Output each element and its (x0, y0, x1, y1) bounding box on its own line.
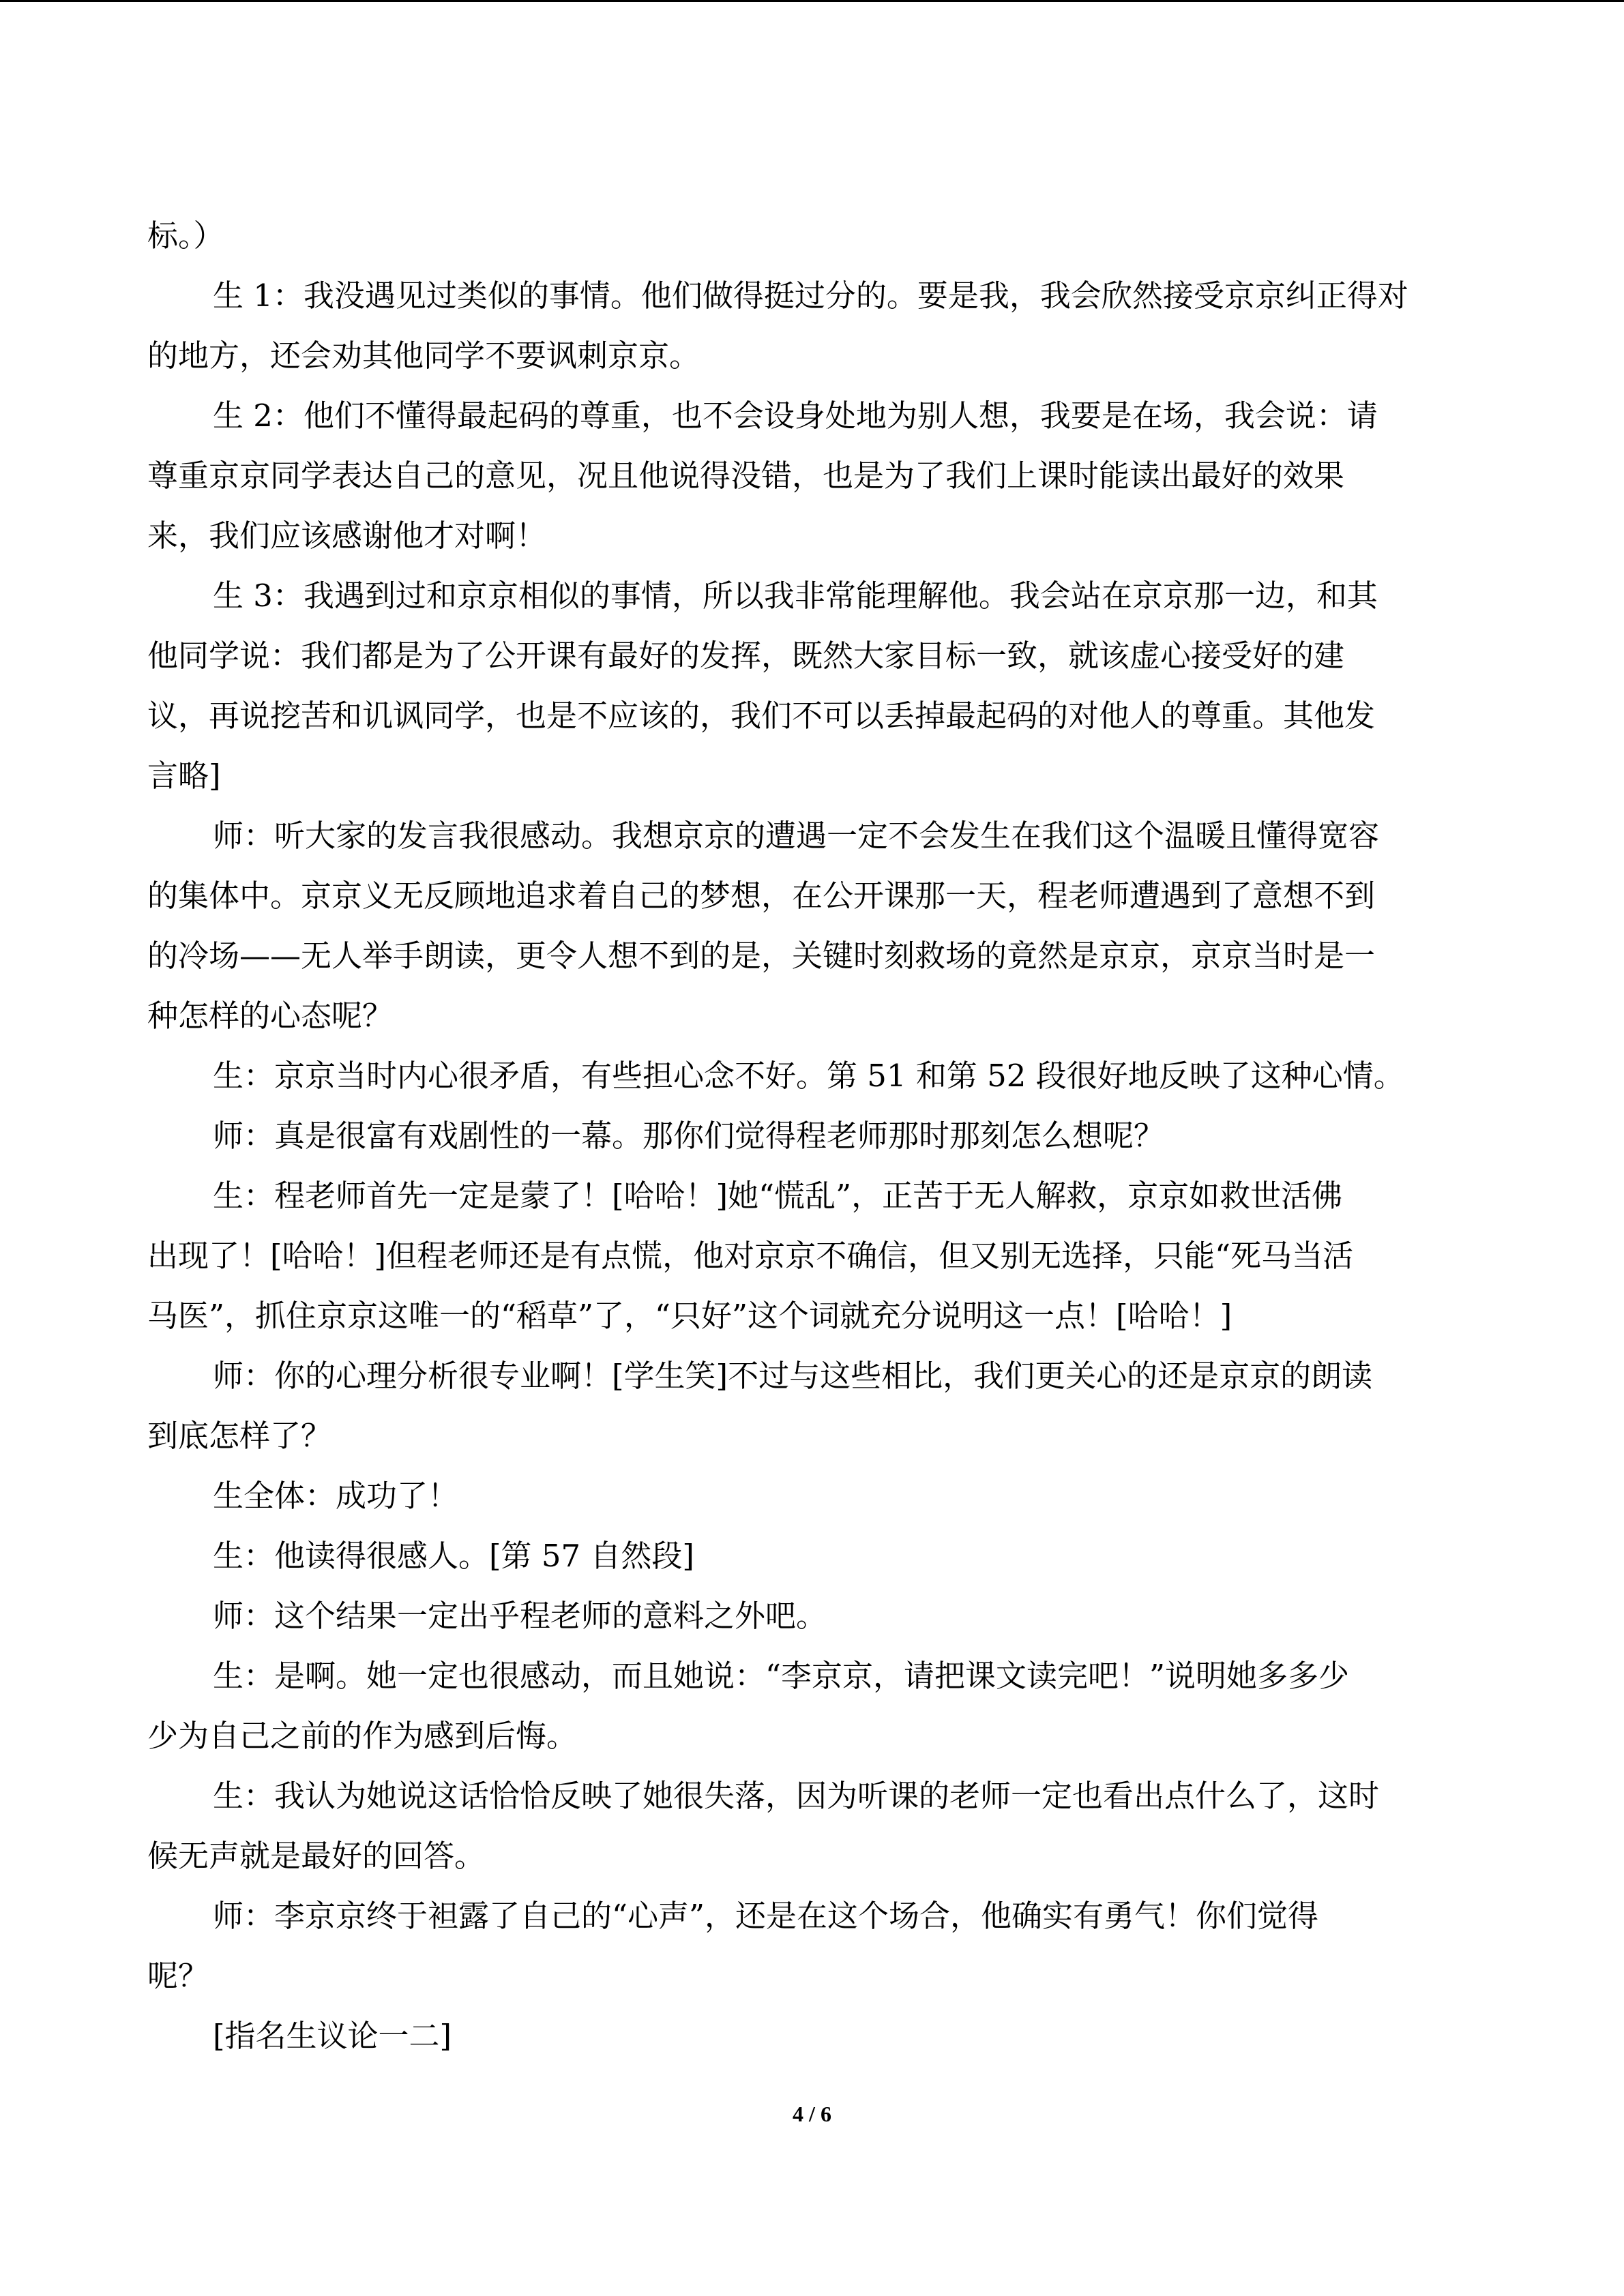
text-line: 来，我们应该感谢他才对啊！ (147, 518, 547, 554)
text-line: 候无声就是最好的回答。 (147, 1838, 486, 1874)
text-line: 生：他读得很感人。[第 57 自然段] (213, 1538, 694, 1574)
text-line: 呢？ (147, 1958, 209, 1994)
text-line: 的地方，还会劝其他同学不要讽刺京京。 (147, 338, 700, 374)
text-line: 的冷场——无人举手朗读，更令人想不到的是，关键时刻救场的竟然是京京，京京当时是一 (147, 938, 1376, 974)
text-line: 的集体中。京京义无反顾地追求着自己的梦想，在公开课那一天，程老师遭遇到了意想不到 (147, 878, 1376, 914)
text-line: 标。） (147, 218, 224, 254)
text-line: 种怎样的心态呢？ (147, 998, 394, 1034)
text-line: 生：是啊。她一定也很感动，而且她说：“李京京，请把课文读完吧！”说明她多多少 (213, 1658, 1350, 1694)
text-line: 师：李京京终于袒露了自己的“心声”，还是在这个场合，他确实有勇气！你们觉得 (213, 1898, 1319, 1934)
text-line: 出现了！[哈哈！]但程老师还是有点慌，他对京京不确信，但又别无选择，只能“死马当活 (147, 1238, 1354, 1274)
text-line: 他同学说：我们都是为了公开课有最好的发挥，既然大家目标一致，就该虚心接受好的建 (147, 638, 1345, 674)
text-line: 生 1：我没遇见过类似的事情。他们做得挺过分的。要是我，我会欣然接受京京纠正得对 (213, 278, 1408, 314)
text-line: 言略] (147, 758, 221, 794)
text-line: 生：京京当时内心很矛盾，有些担心念不好。第 51 和第 52 段很好地反映了这种心情。 (213, 1058, 1404, 1094)
page-number: 4 / 6 (793, 2102, 831, 2126)
text-line: 师：听大家的发言我很感动。我想京京的遭遇一定不会发生在我们这个温暖且懂得宽容 (213, 818, 1380, 854)
text-line: 师：真是很富有戏剧性的一幕。那你们觉得程老师那时那刻怎么想呢？ (213, 1118, 1165, 1154)
text-line: 生：我认为她说这话恰恰反映了她很失落，因为听课的老师一定也看出点什么了，这时 (213, 1778, 1380, 1814)
document-body (147, 206, 1477, 2066)
text-line: [指名生议论一二] (213, 2018, 452, 2054)
text-line: 议，再说挖苦和讥讽同学，也是不应该的，我们不可以丢掉最起码的对他人的尊重。其他发 (147, 698, 1376, 734)
text-line: 尊重京京同学表达自己的意见，况且他说得没错，也是为了我们上课时能读出最好的效果 (147, 458, 1345, 494)
text-line: 生：程老师首先一定是蒙了！[哈哈！]她“慌乱”，正苦于无人解救，京京如救世活佛 (213, 1178, 1343, 1214)
text-line: 师：你的心理分析很专业啊！[学生笑]不过与这些相比，我们更关心的还是京京的朗读 (213, 1358, 1373, 1394)
text-line: 生全体：成功了！ (213, 1478, 459, 1514)
text-line: 少为自己之前的作为感到后悔。 (147, 1718, 578, 1754)
text-line: 师：这个结果一定出乎程老师的意料之外吧。 (213, 1598, 827, 1634)
text-line: 到底怎样了？ (147, 1418, 332, 1454)
top-border-line (0, 0, 1624, 2)
text-line: 生 3：我遇到过和京京相似的事情，所以我非常能理解他。我会站在京京那一边，和其 (213, 578, 1378, 614)
text-line: 马医”，抓住京京这唯一的“稻草”了，“只好”这个词就充分说明这一点！[哈哈！] (147, 1298, 1232, 1334)
text-line: 生 2：他们不懂得最起码的尊重，也不会设身处地为别人想，我要是在场，我会说：请 (213, 398, 1378, 434)
